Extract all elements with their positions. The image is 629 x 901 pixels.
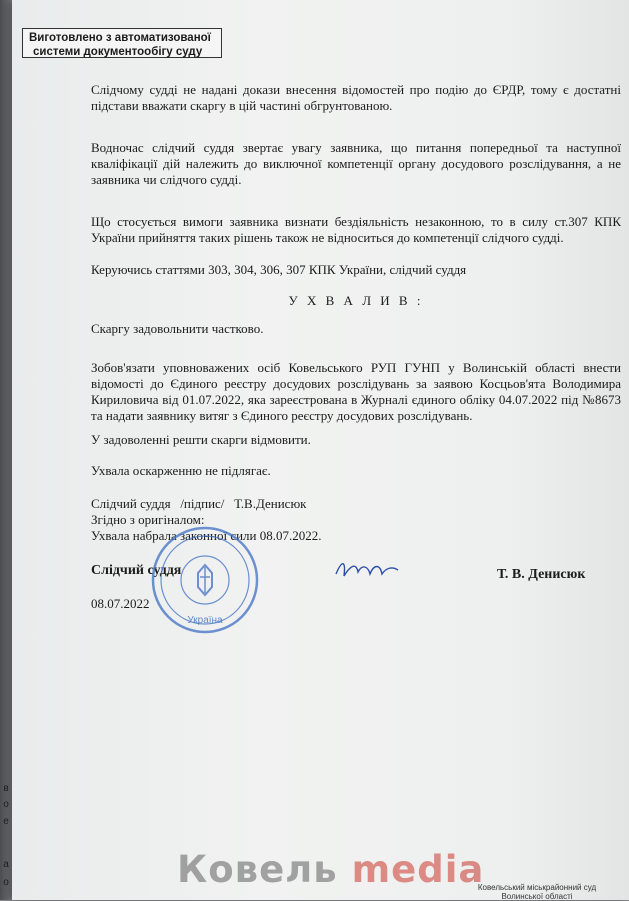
signature-line: Слідчий суддя /підпис/ Т.В.Денисюк [91, 496, 307, 511]
document-page [12, 0, 629, 900]
adjacent-page-edge [0, 0, 12, 900]
paragraph-7: У задоволенні решти скарги відмовити. [91, 432, 311, 447]
stamp-line-2: системи документообігу суду [33, 46, 203, 58]
paragraph-6: Зобов'язати уповноважених осіб Ковельського РУП ГУНП у Волинській області внести відомості до Єдиного реєстру досудових розслідувань за заявою Косцьов'ята Володимира Кириловича від 01.07.2022, яка зареєстрована в Журналі єдиного обліку 04.07.2022 під №8673 та надати заявнику витяг з Єдиного реєстру досудових розслідувань. [91, 360, 621, 423]
edge-fragment: а [3, 859, 9, 870]
effective-date-line: Ухвала набрала законної сили 08.07.2022. [91, 528, 322, 543]
paragraph-3: Що стосується вимоги заявника визнати бездіяльність незаконною, то в силу ст.307 КПК України прийняття таких рішень також не відноситься до компетенції слідчого судді. [91, 214, 621, 245]
edge-fragment: е [3, 816, 9, 827]
paragraph-1: Слідчому судді не надані докази внесення відомостей про подію до ЄРДР, тому є достатні підстави вважати скаргу в цій частині обгрунтованою. [91, 82, 621, 113]
seal-text: Україна [187, 615, 223, 626]
paragraph-2: Водночас слідчий суддя звертає увагу заявника, що питання попередньої та наступної кваліфікації дій належить до виключної компетенції органу досудового розслідування, а не заявника чи слідчого судді. [91, 140, 621, 187]
judge-name: Т. В. Денисюк [497, 567, 586, 582]
edge-fragment: о [3, 877, 9, 888]
edge-fragment: в [3, 783, 9, 794]
paragraph-5: Скаргу задовольнити частково. [91, 321, 264, 336]
handwritten-signature-icon [332, 556, 412, 582]
certified-copy-line: Згідно з оригіналом: [91, 512, 205, 527]
watermark-part-1: Ковель [177, 848, 338, 891]
automation-stamp [22, 28, 222, 58]
edge-fragment: о [3, 799, 9, 810]
footer-line-1: Ковельський міськрайонний суд [477, 883, 597, 892]
paragraph-4: Керуючись статтями 303, 304, 306, 307 КПК України, слідчий суддя [91, 262, 467, 277]
judge-title: Слідчий суддя [91, 563, 182, 578]
paragraph-8: Ухвала оскарженню не підлягає. [91, 463, 271, 478]
document-date: 08.07.2022 [91, 596, 150, 611]
court-footer-stamp [452, 883, 622, 901]
ruling-heading: У Х В А Л И В : [288, 293, 424, 308]
footer-line-2: Волинської області [501, 892, 573, 901]
watermark-part-2: media [351, 848, 485, 891]
kovel-media-watermark [177, 848, 484, 891]
court-seal-icon [134, 525, 276, 635]
stamp-line-1: Виготовлено з автоматизованої [29, 32, 211, 44]
